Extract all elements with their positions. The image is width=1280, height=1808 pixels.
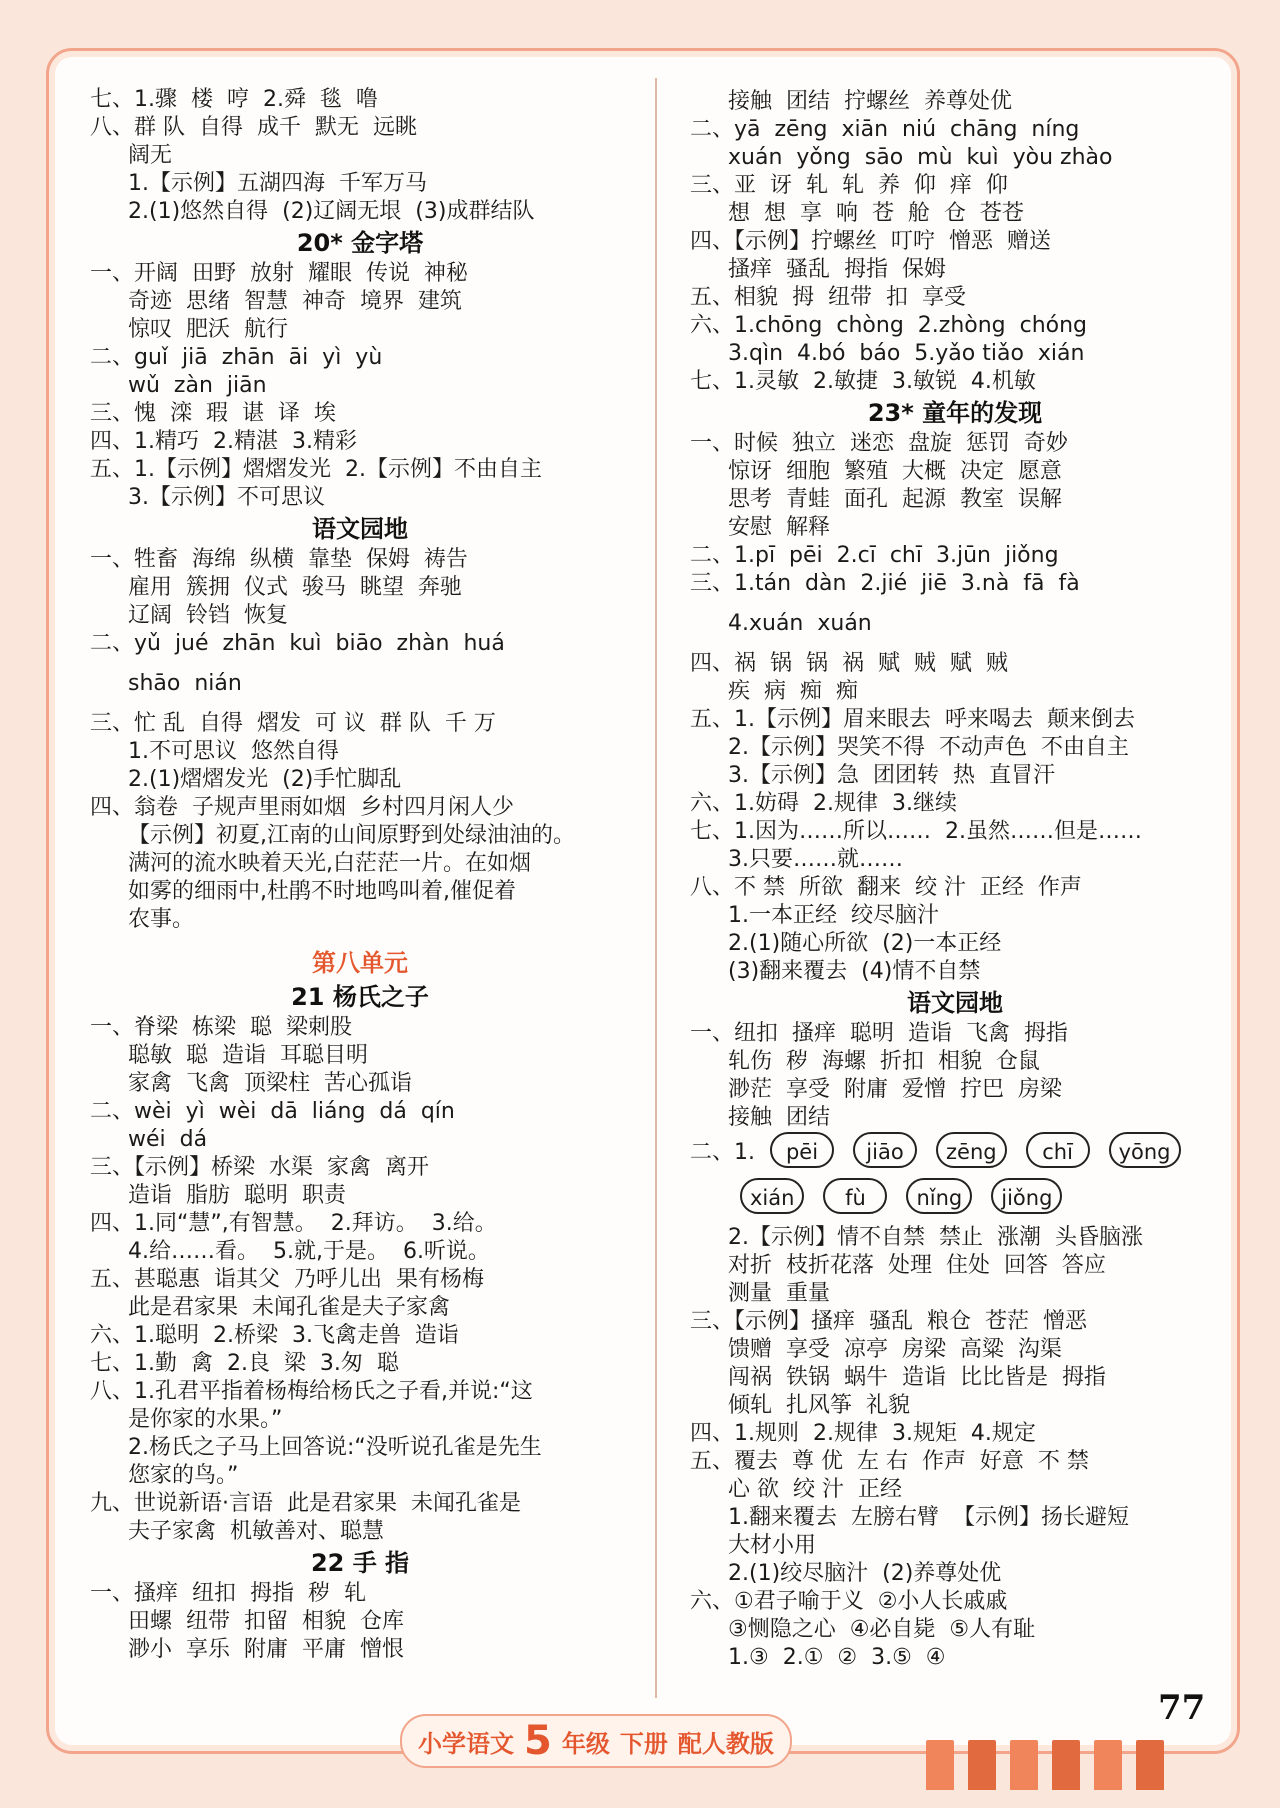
answer-line: 四、1.规则 2.规律 3.规矩 4.规定 xyxy=(690,1421,1036,1446)
pinyin-oval: zēng xyxy=(936,1132,1007,1168)
answer-line: 八、群 队 自得 成千 默无 远眺 xyxy=(90,115,417,140)
answer-line: shāo nián xyxy=(128,671,242,696)
answer-line: 对折 枝折花落 处理 住处 回答 答应 xyxy=(728,1253,1106,1278)
answer-line: 轧伤 秽 海螺 折扣 相貌 仓鼠 xyxy=(728,1049,1040,1074)
answer-line: 农事。 xyxy=(128,907,195,932)
answer-line: 满河的流水映着天光,白茫茫一片。在如烟 xyxy=(128,851,531,876)
grade-number: 5 xyxy=(524,1718,552,1764)
right-column xyxy=(690,88,1220,1672)
answer-line: 2.【示例】情不自禁 禁止 涨潮 头昏脑涨 xyxy=(728,1225,1143,1250)
answer-line: 1.一本正经 绞尽脑汁 xyxy=(728,903,939,928)
answer-line: 3.【示例】急 团团转 热 直冒汗 xyxy=(728,763,1055,788)
answer-line: 2.(1)熠熠发光 (2)手忙脚乱 xyxy=(128,767,402,792)
grade-label: 年级 xyxy=(561,1729,610,1758)
answer-line: 是你家的水果。” xyxy=(128,1407,283,1432)
edge-tab xyxy=(1010,1740,1038,1790)
answer-line: 阔无 xyxy=(128,143,173,168)
answer-line: 接触 团结 拧螺丝 养尊处优 xyxy=(728,89,1012,114)
pinyin-oval: nǐng xyxy=(906,1178,972,1214)
pinyin-oval: yōng xyxy=(1109,1132,1181,1168)
item-label: 二、1. xyxy=(690,1140,755,1165)
answer-line: 二、1.pī pēi 2.cī chī 3.jūn jiǒng xyxy=(690,543,1059,568)
volume-label: 下册 xyxy=(619,1729,668,1758)
answer-line: 想 想 享 响 苍 舱 仓 苍苍 xyxy=(728,201,1024,226)
answer-line: 安慰 解释 xyxy=(728,515,830,540)
answer-line: 聪敏 聪 造诣 耳聪目明 xyxy=(128,1043,368,1068)
answer-line: 惊讶 细胞 繁殖 大概 决定 愿意 xyxy=(728,459,1062,484)
answer-line: 七、1.勤 禽 2.良 梁 3.匆 聪 xyxy=(90,1351,399,1376)
lesson-heading: 22 手 指 xyxy=(310,1549,410,1577)
answer-line: 2.(1)悠然自得 (2)辽阔无垠 (3)成群结队 xyxy=(128,199,535,224)
answer-line: 四、1.同“慧”,有智慧。 2.拜访。 3.给。 xyxy=(90,1211,497,1236)
section-heading: 语文园地 xyxy=(907,989,1003,1017)
answer-line: 2.(1)随心所欲 (2)一本正经 xyxy=(728,931,1002,956)
answer-line: 六、1.chōng chòng 2.zhòng chóng xyxy=(690,313,1088,338)
answer-line: 大材小用 xyxy=(728,1533,817,1558)
answer-line: 1.翻来覆去 左膀右臂 【示例】扬长避短 xyxy=(728,1505,1129,1530)
answer-line: 六、1.聪明 2.桥梁 3.飞禽走兽 造诣 xyxy=(90,1323,459,1348)
answer-line: 渺小 享乐 附庸 平庸 憎恨 xyxy=(128,1637,404,1662)
answer-line: 一、开阔 田野 放射 耀眼 传说 神秘 xyxy=(90,261,468,286)
answer-line: 搔痒 骚乱 拇指 保姆 xyxy=(728,257,946,282)
lesson-heading: 23* 童年的发现 xyxy=(867,399,1043,427)
edge-tab xyxy=(1136,1740,1164,1790)
answer-line: 三、亚 讶 轧 轧 养 仰 痒 仰 xyxy=(690,173,1008,198)
answer-line: 如雾的细雨中,杜鹃不时地鸣叫着,催促着 xyxy=(128,879,516,904)
answer-line: 家禽 飞禽 顶梁柱 苦心孤诣 xyxy=(128,1071,412,1096)
answer-line: 3.只要……就…… xyxy=(728,847,903,872)
answer-line: 六、1.妨碍 2.规律 3.继续 xyxy=(690,791,957,816)
answer-line: 4.xuán xuán xyxy=(728,611,872,636)
answer-line: 3.【示例】不可思议 xyxy=(128,485,325,510)
edge-tab xyxy=(1052,1740,1080,1790)
answer-line: wéi dá xyxy=(128,1127,208,1152)
answer-line: ③恻隐之心 ④必自毙 ⑤人有耻 xyxy=(728,1617,1036,1642)
lesson-heading: 21 杨氏之子 xyxy=(291,983,429,1011)
answer-line: 七、1.灵敏 2.敏捷 3.敏锐 4.机敏 xyxy=(690,369,1036,394)
answer-line: 渺茫 享受 附庸 爱憎 拧巴 房梁 xyxy=(728,1077,1062,1102)
answer-line: 三、1.tán dàn 2.jié jiē 3.nà fā fà xyxy=(690,571,1080,596)
answer-line: 奇迹 思绪 智慧 神奇 境界 建筑 xyxy=(128,289,462,314)
footer-banner xyxy=(400,1714,792,1768)
answer-line: 3.qìn 4.bó báo 5.yǎo tiǎo xián xyxy=(728,341,1085,366)
pinyin-oval: pēi xyxy=(770,1132,834,1168)
pinyin-oval: jiǒng xyxy=(991,1178,1062,1214)
answer-line: 六、①君子喻于义 ②小人长戚戚 xyxy=(690,1589,1008,1614)
answer-line: 七、1.骤 楼 哼 2.舜 毯 噜 xyxy=(90,87,378,112)
answer-line: 1.③ 2.① ② 3.⑤ ④ xyxy=(728,1645,946,1670)
answer-line: 倾轧 扎风筝 礼貌 xyxy=(728,1393,910,1418)
answer-line: 辽阔 铃铛 恢复 xyxy=(128,603,288,628)
answer-line: xuán yǒng sāo mù kuì yòu zhào xyxy=(728,145,1113,170)
answer-line: 一、纽扣 搔痒 聪明 造诣 飞禽 拇指 xyxy=(690,1021,1068,1046)
answer-line: 一、搔痒 纽扣 拇指 秽 轧 xyxy=(90,1581,366,1606)
pinyin-oval-row xyxy=(690,1178,1220,1224)
edge-tab xyxy=(1094,1740,1122,1790)
page-edge-tabs xyxy=(926,1740,1164,1790)
answer-line: 一、脊梁 栋梁 聪 梁刺股 xyxy=(90,1015,352,1040)
answer-line: 四、翁卷 子规声里雨如烟 乡村四月闲人少 xyxy=(90,795,514,820)
page-number: 77 xyxy=(1158,1688,1206,1728)
answer-line: 八、不 禁 所欲 翻来 绞 汁 正经 作声 xyxy=(690,875,1082,900)
answer-line: 四、【示例】拧螺丝 叮咛 憎恶 赠送 xyxy=(690,229,1051,254)
answer-line: 造诣 脂肪 聪明 职责 xyxy=(128,1183,346,1208)
answer-line: 五、1.【示例】熠熠发光 2.【示例】不由自主 xyxy=(90,457,542,482)
pinyin-oval: chī xyxy=(1026,1132,1090,1168)
pinyin-oval: fù xyxy=(823,1178,887,1214)
answer-line: 4.给……看。 5.就,于是。 6.听说。 xyxy=(128,1239,490,1264)
answer-line: 馈赠 享受 凉亭 房梁 高粱 沟渠 xyxy=(728,1337,1062,1362)
answer-line: wǔ zàn jiān xyxy=(128,373,267,398)
pinyin-oval: xián xyxy=(740,1178,804,1214)
answer-line: 此是君家果 未闻孔雀是夫子家禽 xyxy=(128,1295,450,1320)
answer-line: 接触 团结 xyxy=(728,1105,830,1130)
answer-line: 雇用 簇拥 仪式 骏马 眺望 奔驰 xyxy=(128,575,462,600)
pinyin-oval: jiāo xyxy=(853,1132,917,1168)
answer-line: 二、guǐ jiā zhān āi yì yù xyxy=(90,345,383,370)
answer-line: 思考 青蛙 面孔 起源 教室 误解 xyxy=(728,487,1062,512)
answer-line: 四、1.精巧 2.精湛 3.精彩 xyxy=(90,429,357,454)
edition-label: 配人教版 xyxy=(677,1729,774,1758)
answer-line: 五、1.【示例】眉来眼去 呼来喝去 颠来倒去 xyxy=(690,707,1135,732)
answer-line: 闯祸 铁锅 蜗牛 造诣 比比皆是 拇指 xyxy=(728,1365,1106,1390)
lesson-heading: 20* 金字塔 xyxy=(296,229,424,257)
edge-tab xyxy=(968,1740,996,1790)
answer-line: 惊叹 肥沃 航行 xyxy=(128,317,288,342)
answer-line: 夫子家禽 机敏善对、聪慧 xyxy=(128,1519,384,1544)
answer-line: 二、wèi yì wèi dā liáng dá qín xyxy=(90,1099,455,1124)
edge-tab xyxy=(926,1740,954,1790)
answer-line: 三、【示例】搔痒 骚乱 粮仓 苍茫 憎恶 xyxy=(690,1309,1087,1334)
answer-line: 2.【示例】哭笑不得 不动声色 不由自主 xyxy=(728,735,1129,760)
answer-line: 2.杨氏之子马上回答说:“没听说孔雀是先生 xyxy=(128,1435,542,1460)
answer-line: 二、yǔ jué zhān kuì biāo zhàn huá xyxy=(90,631,505,656)
pinyin-oval-row xyxy=(690,1132,1220,1178)
answer-line: 三、【示例】桥梁 水渠 家禽 离开 xyxy=(90,1155,429,1180)
answer-line: 心 欲 绞 汁 正经 xyxy=(728,1477,902,1502)
answer-line: 三、忙 乱 自得 熠发 可 议 群 队 千 万 xyxy=(90,711,496,736)
answer-line: 五、相貌 拇 纽带 扣 享受 xyxy=(690,285,966,310)
answer-line: 1.不可思议 悠然自得 xyxy=(128,739,339,764)
answer-line: 二、yā zēng xiān niú chāng níng xyxy=(690,117,1080,142)
answer-line: 2.(1)绞尽脑汁 (2)养尊处优 xyxy=(728,1561,1002,1586)
answer-line: 七、1.因为……所以…… 2.虽然……但是…… xyxy=(690,819,1142,844)
subject-label: 小学语文 xyxy=(418,1729,514,1758)
answer-line: 五、覆去 尊 优 左 右 作声 好意 不 禁 xyxy=(690,1449,1089,1474)
answer-line: 疾 病 痴 痴 xyxy=(728,679,858,704)
section-heading: 语文园地 xyxy=(312,515,408,543)
answer-line: 八、1.孔君平指着杨梅给杨氏之子看,并说:“这 xyxy=(90,1379,533,1404)
answer-line: (3)翻来覆去 (4)情不自禁 xyxy=(728,959,981,984)
answer-line: 一、时候 独立 迷恋 盘旋 惩罚 奇妙 xyxy=(690,431,1068,456)
answer-line: 五、甚聪惠 诣其父 乃呼儿出 果有杨梅 xyxy=(90,1267,484,1292)
answer-line: 三、愧 滦 瑕 谌 译 埃 xyxy=(90,401,336,426)
answer-line: 您家的鸟。” xyxy=(128,1463,239,1488)
answer-line: 【示例】初夏,江南的山间原野到处绿油油的。 xyxy=(128,823,575,848)
left-column xyxy=(90,86,630,1664)
column-divider xyxy=(655,78,657,1698)
answer-line: 1.【示例】五湖四海 千军万马 xyxy=(128,171,427,196)
answer-line: 四、祸 锅 锅 祸 赋 贼 赋 贼 xyxy=(690,651,1008,676)
answer-line: 测量 重量 xyxy=(728,1281,830,1306)
unit-heading: 第八单元 xyxy=(312,949,408,977)
answer-line: 田螺 纽带 扣留 相貌 仓库 xyxy=(128,1609,404,1634)
answer-line: 一、牲畜 海绵 纵横 靠垫 保姆 祷告 xyxy=(90,547,468,572)
answer-line: 九、世说新语·言语 此是君家果 未闻孔雀是 xyxy=(90,1491,521,1516)
